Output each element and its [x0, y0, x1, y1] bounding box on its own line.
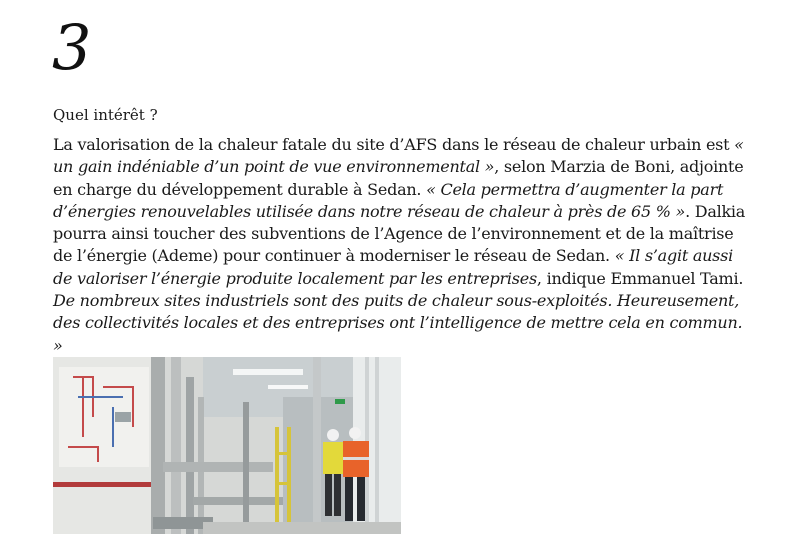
section-number: 3: [52, 11, 92, 84]
paragraph-text: , indique Emmanuel Tami.: [536, 268, 744, 288]
boiler-room-photo: [53, 357, 401, 534]
article-paragraph: [53, 134, 753, 357]
paragraph-text: La valorisation de la chaleur fatale du site d’AFS dans le réseau de chaleur urbain est: [53, 135, 735, 154]
paragraph-quote: « Il s’agit aussi de valoriser l’énergie produite localement par les entreprises: [53, 246, 733, 288]
section-heading: Quel intérêt ?: [53, 106, 158, 124]
paragraph-text: , selon Marzia de Boni, adjointe en charge du développement durable à Sedan.: [53, 157, 744, 199]
paragraph-quote: « Cela permettra d’augmenter la part d’énergies renouvelables utilisée dans notre réseau de chaleur à près de 65 % »: [53, 179, 724, 221]
paragraph-text: . Dalkia pourra ainsi toucher des subventions de l’Agence de l’environnement et de la maîtrise de l’énergie (Ademe) pour continuer à moderniser le réseau de Sedan.: [53, 201, 746, 266]
paragraph-quote: De nombreux sites industriels sont des puits de chaleur sous-exploités. Heureusement, des collectivités locales et des entreprises ont l’intelligence de mettre cela en commun. »: [53, 291, 743, 355]
paragraph-quote: « un gain indéniable d’un point de vue environnemental »: [53, 135, 744, 177]
